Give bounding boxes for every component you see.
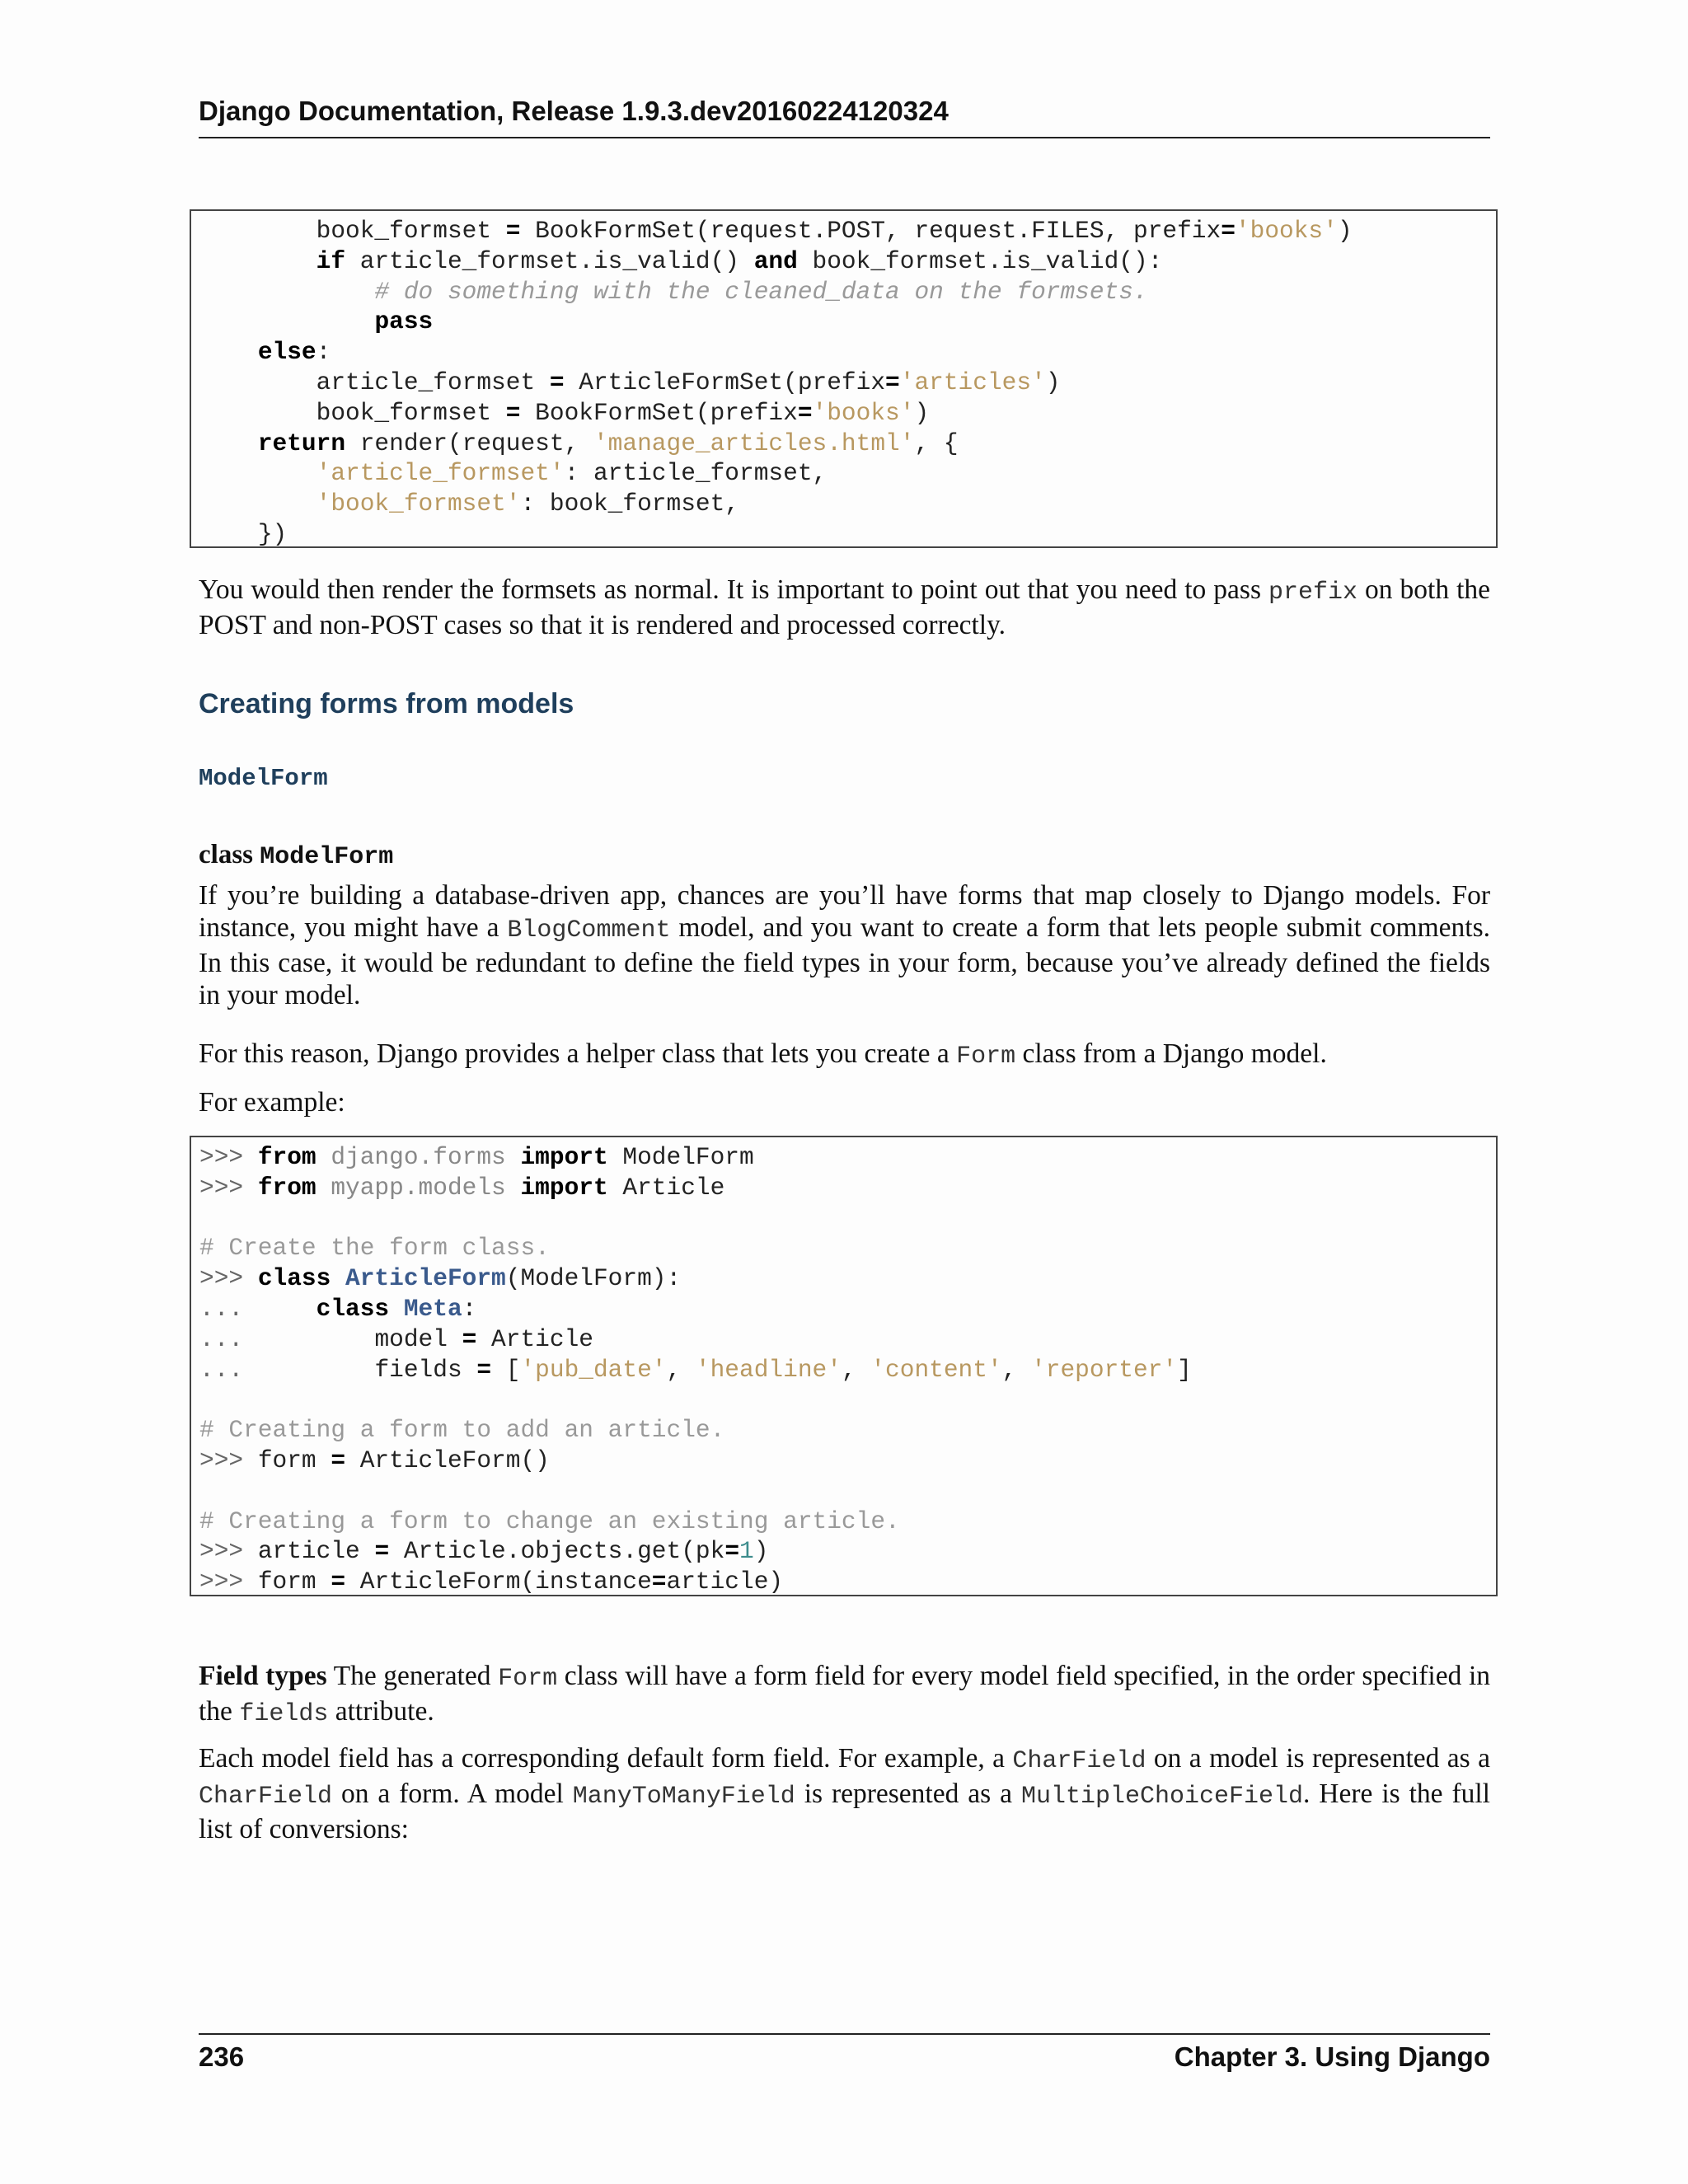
code-line (199, 1233, 1496, 1263)
code-token: , (841, 1355, 871, 1384)
code-token: return (257, 429, 346, 457)
code-line (199, 216, 1496, 246)
code-token: >>> (199, 1264, 258, 1293)
code-token: django.forms (316, 1143, 521, 1171)
code-token: form (257, 1568, 331, 1596)
code-token: = (462, 1324, 477, 1353)
code-token: 'headline' (695, 1355, 842, 1384)
code-line (199, 337, 1496, 368)
class-signature: class ModelForm (199, 840, 394, 871)
code-token: # Create the form class. (199, 1234, 550, 1263)
code-token (331, 1264, 345, 1292)
code-token: class (257, 1264, 331, 1293)
code-line (199, 246, 1496, 277)
code-token: and (753, 246, 798, 275)
code-line (199, 429, 1496, 459)
code-token: 'reporter' (1031, 1355, 1178, 1384)
code-line (199, 1294, 1496, 1324)
code-line (199, 1263, 1496, 1294)
code-token: ... (199, 1355, 375, 1384)
code-block-formset-view (190, 209, 1498, 548)
code-token: : book_formset, (520, 490, 740, 518)
code-line (199, 307, 1496, 337)
code-token: = (331, 1568, 346, 1596)
code-token: ArticleForm() (345, 1446, 550, 1474)
code-line (199, 1142, 1496, 1173)
inline-code: CharField (199, 1783, 333, 1811)
inline-code: Form (498, 1665, 558, 1693)
code-token: book_formset (316, 398, 506, 427)
code-token: myapp.models (316, 1173, 521, 1202)
code-token: : (462, 1294, 477, 1323)
code-token: from (257, 1143, 316, 1171)
code-line (199, 1385, 1496, 1415)
code-line (199, 368, 1496, 398)
code-token: Article.objects.get(pk (389, 1537, 725, 1566)
code-token: = (885, 368, 900, 396)
code-token: , (666, 1355, 696, 1384)
code-token: book_formset.is_valid(): (797, 246, 1163, 275)
code-token: >>> (199, 1537, 258, 1566)
document-title: Django Documentation, Release 1.9.3.dev20160224120324 (199, 96, 949, 126)
code-token: = (374, 1537, 390, 1566)
code-token: fields (374, 1355, 477, 1384)
code-token: = (651, 1568, 667, 1596)
code-token: ] (1177, 1355, 1192, 1384)
section-heading: Creating forms from models (199, 688, 574, 719)
code-token: 'pub_date' (520, 1355, 667, 1384)
code-token: : article_formset, (564, 459, 828, 488)
code-line (199, 1567, 1496, 1597)
page-footer (199, 2033, 1490, 2073)
code-token: (ModelForm): (505, 1264, 682, 1293)
code-line (199, 1476, 1496, 1507)
code-token: = (476, 1355, 492, 1384)
code-line (199, 458, 1496, 489)
code-token: if (316, 246, 346, 275)
paragraph-modelform-intro: If you’re building a database-driven app, chances are you’ll have forms that map closely to Django models. For instance, you might have a BlogComment model, and you want to create a form that lets people submit comments. In this case, it would be redundant to define the field types in your form, because you’ve already defined the fields in your model. (199, 880, 1490, 1010)
chapter-title: Chapter 3. Using Django (1174, 2041, 1490, 2072)
class-name: ModelForm (260, 843, 394, 871)
code-token: 'book_formset' (316, 490, 521, 518)
code-token: 1 (739, 1537, 754, 1566)
code-token: = (549, 368, 565, 396)
code-line (199, 489, 1496, 519)
code-token: BookFormSet(request.POST, request.FILES, prefix (520, 217, 1221, 245)
code-token: >>> (199, 1446, 258, 1474)
code-token: , (1001, 1355, 1032, 1384)
code-token: Article (607, 1173, 725, 1202)
code-token: form (257, 1446, 331, 1474)
code-token: 'articles' (899, 368, 1046, 396)
paragraph-for-example: For example: (199, 1087, 345, 1118)
code-token (389, 1295, 404, 1323)
code-token: class (316, 1294, 390, 1323)
code-token: [ (491, 1355, 521, 1384)
code-line (199, 1507, 1496, 1537)
code-line (199, 398, 1496, 429)
code-line (199, 1355, 1496, 1385)
code-line (199, 1324, 1496, 1355)
code-token: >>> (199, 1173, 258, 1202)
code-token: : (316, 338, 331, 367)
paragraph-helper-class: For this reason, Django provides a helper class that lets you create a Form class from a Django model. (199, 1038, 1327, 1071)
code-token: 'books' (812, 398, 915, 427)
code-token: 'books' (1235, 217, 1338, 245)
code-token: ArticleForm(instance (345, 1568, 652, 1596)
paragraph-formset-prefix: You would then render the formsets as normal. It is important to point out that you need to pass prefix on both the POST and non-POST cases so that it is rendered and processed correctly. (199, 574, 1491, 640)
subsection-heading: ModelForm (199, 765, 328, 792)
code-token: >>> (199, 1568, 258, 1596)
code-token: pass (374, 307, 434, 336)
code-token: article_formset (316, 368, 550, 396)
inline-code: MultipleChoiceField (1020, 1783, 1303, 1811)
code-token: 'manage_articles.html' (593, 429, 915, 457)
inline-code: CharField (1012, 1747, 1146, 1775)
code-token: >>> (199, 1143, 258, 1171)
code-token: ModelForm (607, 1143, 754, 1171)
code-token: import (520, 1173, 608, 1202)
code-token: render(request, (345, 429, 593, 457)
code-token: ) (1045, 368, 1061, 396)
code-token: ArticleFormSet(prefix (564, 368, 886, 396)
code-token: , { (914, 429, 959, 457)
inline-code: fields (239, 1700, 329, 1728)
inline-code: Form (956, 1043, 1016, 1071)
code-token: }) (257, 519, 288, 548)
page-number: 236 (199, 2041, 245, 2072)
code-token: Article (476, 1324, 593, 1353)
code-token: else (257, 338, 316, 367)
inline-code: BlogComment (507, 916, 671, 944)
code-token: article) (666, 1568, 784, 1596)
code-token: 'content' (870, 1355, 1002, 1384)
code-token: # Creating a form to change an existing article. (199, 1507, 900, 1535)
code-block-modelform-example (190, 1136, 1498, 1596)
code-token: # do something with the cleaned_data on the formsets. (374, 277, 1148, 306)
code-token: BookFormSet(prefix (520, 398, 798, 427)
code-token: = (797, 398, 813, 427)
code-token: ArticleForm (345, 1264, 506, 1293)
code-token: Meta (403, 1294, 462, 1323)
code-line (199, 1415, 1496, 1446)
code-token: ... (199, 1324, 375, 1353)
code-token: = (505, 217, 521, 245)
code-token: import (520, 1143, 608, 1171)
code-line (199, 1446, 1496, 1476)
code-token: ) (914, 398, 930, 427)
inline-code: ManyToManyField (572, 1783, 795, 1811)
code-line (199, 1203, 1496, 1234)
code-token: = (505, 398, 521, 427)
code-token: = (331, 1446, 346, 1474)
page-header (199, 92, 1490, 138)
code-line (199, 277, 1496, 307)
code-token: ... (199, 1294, 316, 1323)
code-line (199, 1173, 1496, 1203)
code-line (199, 519, 1496, 550)
code-line (199, 1536, 1496, 1567)
code-token: from (257, 1173, 316, 1202)
code-token: = (1221, 217, 1236, 245)
code-token: # Creating a form to add an article. (199, 1416, 725, 1445)
code-token: article (257, 1537, 375, 1566)
code-token: article_formset.is_valid() (345, 246, 754, 275)
code-token: = (724, 1537, 740, 1566)
code-token: ) (753, 1537, 769, 1566)
paragraph-field-types: Field types The generated Form class will have a form field for every model field specified, in the order specified in the fields attribute. (199, 1661, 1490, 1728)
inline-code: prefix (1268, 579, 1358, 607)
code-token: 'article_formset' (316, 459, 565, 488)
code-token: book_formset (316, 217, 506, 245)
code-token: model (374, 1324, 462, 1353)
code-token: ) (1337, 217, 1353, 245)
paragraph-field-conversions: Each model field has a corresponding default form field. For example, a CharField on a model is represented as a CharField on a form. A model ManyToManyField is represented as a MultipleChoiceField. Here is the full list of conversions: (199, 1743, 1490, 1844)
field-types-label: Field types (199, 1661, 327, 1691)
